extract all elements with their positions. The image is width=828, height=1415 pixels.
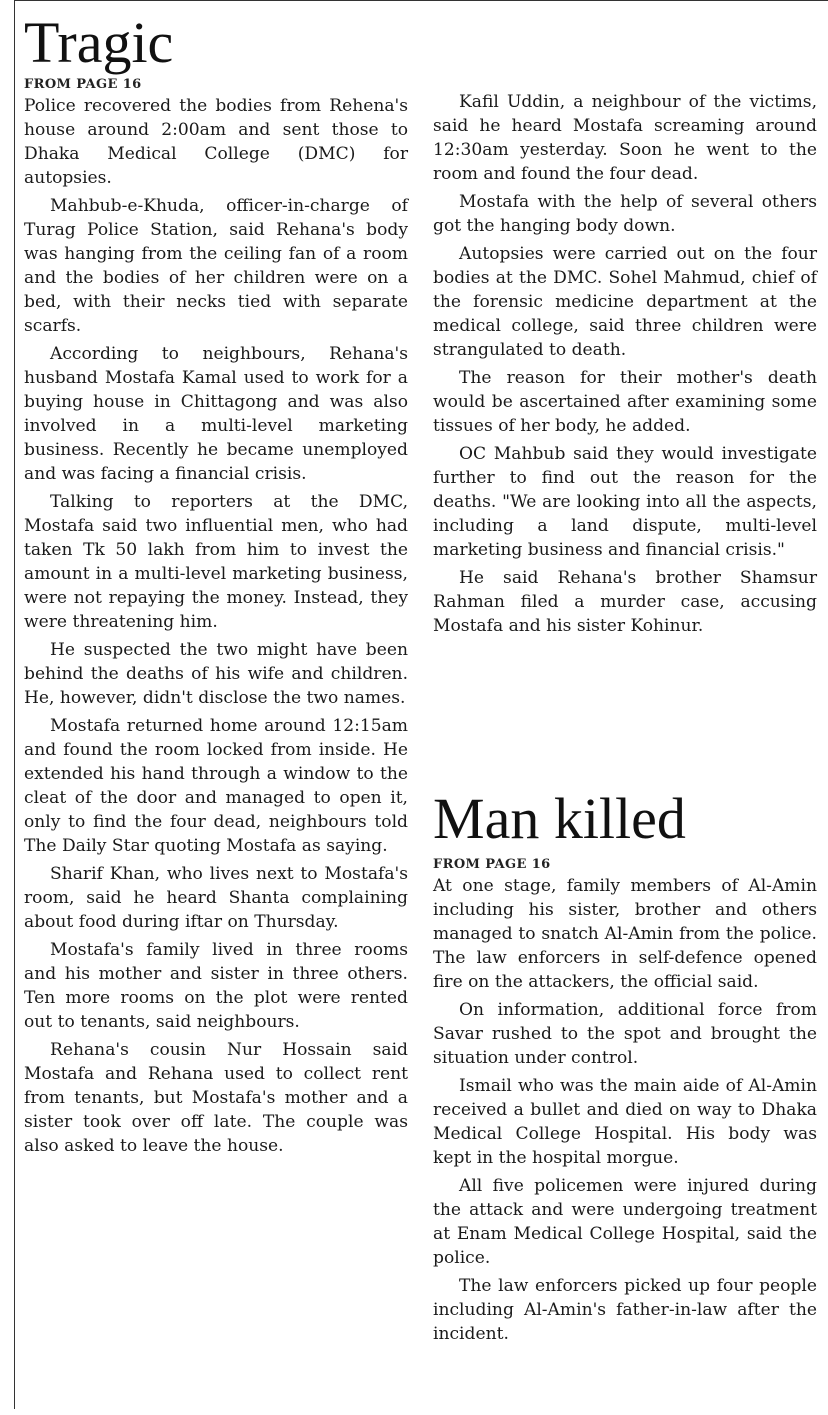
paragraph: He suspected the two might have been behind the deaths of his wife and children. He, however, didn't disclose the two names. <box>24 640 408 708</box>
left-column <box>24 10 408 1158</box>
paragraph: On information, additional force from Savar rushed to the spot and brought the situation under control. <box>433 1000 817 1068</box>
paragraph: Mostafa's family lived in three rooms and his mother and sister in three others. Ten more rooms on the plot were rented out to tenants, said neighbours. <box>24 940 408 1032</box>
from-page-label: FROM PAGE 16 <box>24 77 142 92</box>
paragraph: Mahbub-e-Khuda, officer-in-charge of Turag Police Station, said Rehana's body was hanging from the ceiling fan of a room and the bodies of her children were on a bed, with their necks tied with separate scarfs. <box>24 196 408 336</box>
headline-tragic: Tragic <box>24 10 174 75</box>
headline-man-killed: Man killed <box>433 786 686 851</box>
paragraph: Kafil Uddin, a neighbour of the victims, said he heard Mostafa screaming around 12:30am yesterday. Soon he went to the room and found the four dead. <box>433 92 817 184</box>
paragraph: The law enforcers picked up four people including Al-Amin's father-in-law after the incident. <box>433 1276 817 1344</box>
paragraph: Rehana's cousin Nur Hossain said Mostafa and Rehana used to collect rent from tenants, but Mostafa's mother and a sister took over off late. The couple was also asked to leave the house. <box>24 1040 408 1156</box>
paragraph: Mostafa returned home around 12:15am and found the room locked from inside. He extended his hand through a window to the cleat of the door and managed to open it, only to find the four dead, neighbours told The Daily Star quoting Mostafa as saying. <box>24 716 408 856</box>
paragraph: According to neighbours, Rehana's husband Mostafa Kamal used to work for a buying house in Chittagong and was also involved in a multi-level marketing business. Recently he became unemployed and was facing a financial crisis. <box>24 344 408 484</box>
paragraph: The reason for their mother's death would be ascertained after examining some tissues of her body, he added. <box>433 368 817 436</box>
paragraph: Police recovered the bodies from Rehena's house around 2:00am and sent those to Dhaka Medical College (DMC) for autopsies. <box>24 96 408 188</box>
paragraph: At one stage, family members of Al-Amin including his sister, brother and others managed to snatch Al-Amin from the police. The law enforcers in self-defence opened fire on the attackers, the official said. <box>433 876 817 992</box>
paragraph: All five policemen were injured during the attack and were undergoing treatment at Enam Medical College Hospital, said the police. <box>433 1176 817 1268</box>
paragraph: He said Rehana's brother Shamsur Rahman filed a murder case, accusing Mostafa and his sister Kohinur. <box>433 568 817 636</box>
paragraph: Talking to reporters at the DMC, Mostafa said two influential men, who had taken Tk 50 lakh from him to invest the amount in a multi-level marketing business, were not repaying the money. Instead, they were threatening him. <box>24 492 408 632</box>
left-rule <box>14 0 15 1409</box>
paragraph: Ismail who was the main aide of Al-Amin received a bullet and died on way to Dhaka Medical College Hospital. His body was kept in the hospital morgue. <box>433 1076 817 1168</box>
top-rule <box>14 0 828 1</box>
paragraph: Autopsies were carried out on the four bodies at the DMC. Sohel Mahmud, chief of the forensic medicine department at the medical college, said three children were strangulated to death. <box>433 244 817 360</box>
paragraph: Sharif Khan, who lives next to Mostafa's room, said he heard Shanta complaining about food during iftar on Thursday. <box>24 864 408 932</box>
paragraph: OC Mahbub said they would investigate further to find out the reason for the deaths. "We are looking into all the aspects, including a land dispute, multi-level marketing business and financial crisis." <box>433 444 817 560</box>
right-column-story-man-killed <box>433 786 817 1346</box>
paragraph: Mostafa with the help of several others got the hanging body down. <box>433 192 817 236</box>
from-page-label: FROM PAGE 16 <box>433 857 551 872</box>
right-column-story-tragic <box>433 90 817 638</box>
